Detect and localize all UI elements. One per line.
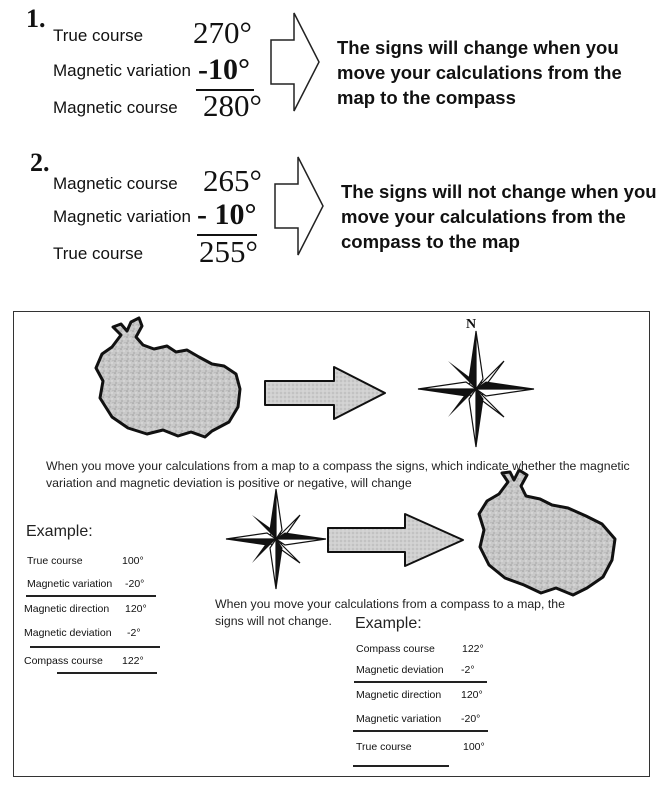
example-2-row-2-value: - 10° [197,198,257,231]
left-example-title: Example: [26,523,93,540]
right-example-rule-3 [353,765,449,767]
example-1-row-3-value: 280° [203,88,262,123]
caption-map-to-compass-line-1: When you move your calculations from a map to a compass the signs, which indicate whether the magnetic [46,459,630,473]
left-example-rule-3 [57,672,157,674]
right-example-title: Example: [355,615,422,632]
example-2-row-2-label: Magnetic variation [53,207,191,226]
example-2-message-line-2: move your calculations from the [341,206,626,227]
right-example-row-3-value: 120° [461,689,483,701]
example-2-row-3-value: 255° [199,234,258,269]
example-2-row-1-label: Magnetic course [53,174,178,193]
left-example-row-2-label: Magnetic variation [27,578,113,590]
map-island-1 [96,318,240,437]
caption-compass-to-map-line-2: signs will not change. [215,614,332,628]
example-1-message-line-3: map to the compass [337,87,516,108]
example-1-message-line-2: move your calculations from the [337,62,622,83]
right-example-row-1-value: 122° [462,643,484,655]
caption-map-to-compass [46,458,630,492]
example-1-row-2-value: -10° [198,53,250,86]
north-label: N [466,317,477,332]
left-example-row-4-label: Magnetic deviation [24,627,112,639]
example-1-message-line-1: The signs will change when you [337,37,619,58]
right-example-row-5-value: 100° [463,741,485,753]
right-example-row-3-label: Magnetic direction [356,689,442,701]
left-example-row-1-label: True course [27,555,83,567]
panel-arrow-1 [265,367,385,419]
example-1-row-1-value: 270° [193,15,252,50]
example-1-index: 1. [26,4,46,33]
left-example-rule-1 [26,595,156,597]
left-example-row-3-value: 120° [125,603,147,615]
left-example-rule-2 [30,646,160,648]
left-example-row-3-label: Magnetic direction [24,603,110,615]
left-example-row-2-value: -20° [125,578,145,590]
right-example-row-5-label: True course [356,741,412,753]
example-1-row-3-label: Magnetic course [53,98,178,117]
caption-compass-to-map-line-1: When you move your calculations from a compass to a map, the [215,597,565,611]
panel-arrow-2 [328,514,463,566]
right-example-row-2-value: -2° [461,664,475,676]
example-2-index: 2. [30,148,50,177]
caption-map-to-compass-line-2: variation and magnetic deviation is positive or negative, will change [46,476,412,490]
example-2-row-1-value: 265° [203,163,262,198]
left-example-row-5-value: 122° [122,655,144,667]
right-example-rule-1 [354,681,487,683]
right-example-row-1-label: Compass course [356,643,435,655]
compass-rose-1 [418,331,534,447]
right-example-rule-2 [353,730,488,732]
right-example-row-2-label: Magnetic deviation [356,664,444,676]
right-example-row-4-label: Magnetic variation [356,713,442,725]
example-2-message-line-1: The signs will not change when you [341,181,657,202]
left-example-row-1-value: 100° [122,555,144,567]
compass-rose-2 [226,489,326,589]
example-2-message-line-3: compass to the map [341,231,520,252]
example-1-row-1-label: True course [53,26,144,45]
left-example-row-4-value: -2° [127,627,141,639]
left-example-row-5-label: Compass course [24,655,103,667]
right-example-row-4-value: -20° [461,713,481,725]
example-2-row-3-label: True course [53,244,144,263]
example-1-row-2-label: Magnetic variation [53,61,191,80]
